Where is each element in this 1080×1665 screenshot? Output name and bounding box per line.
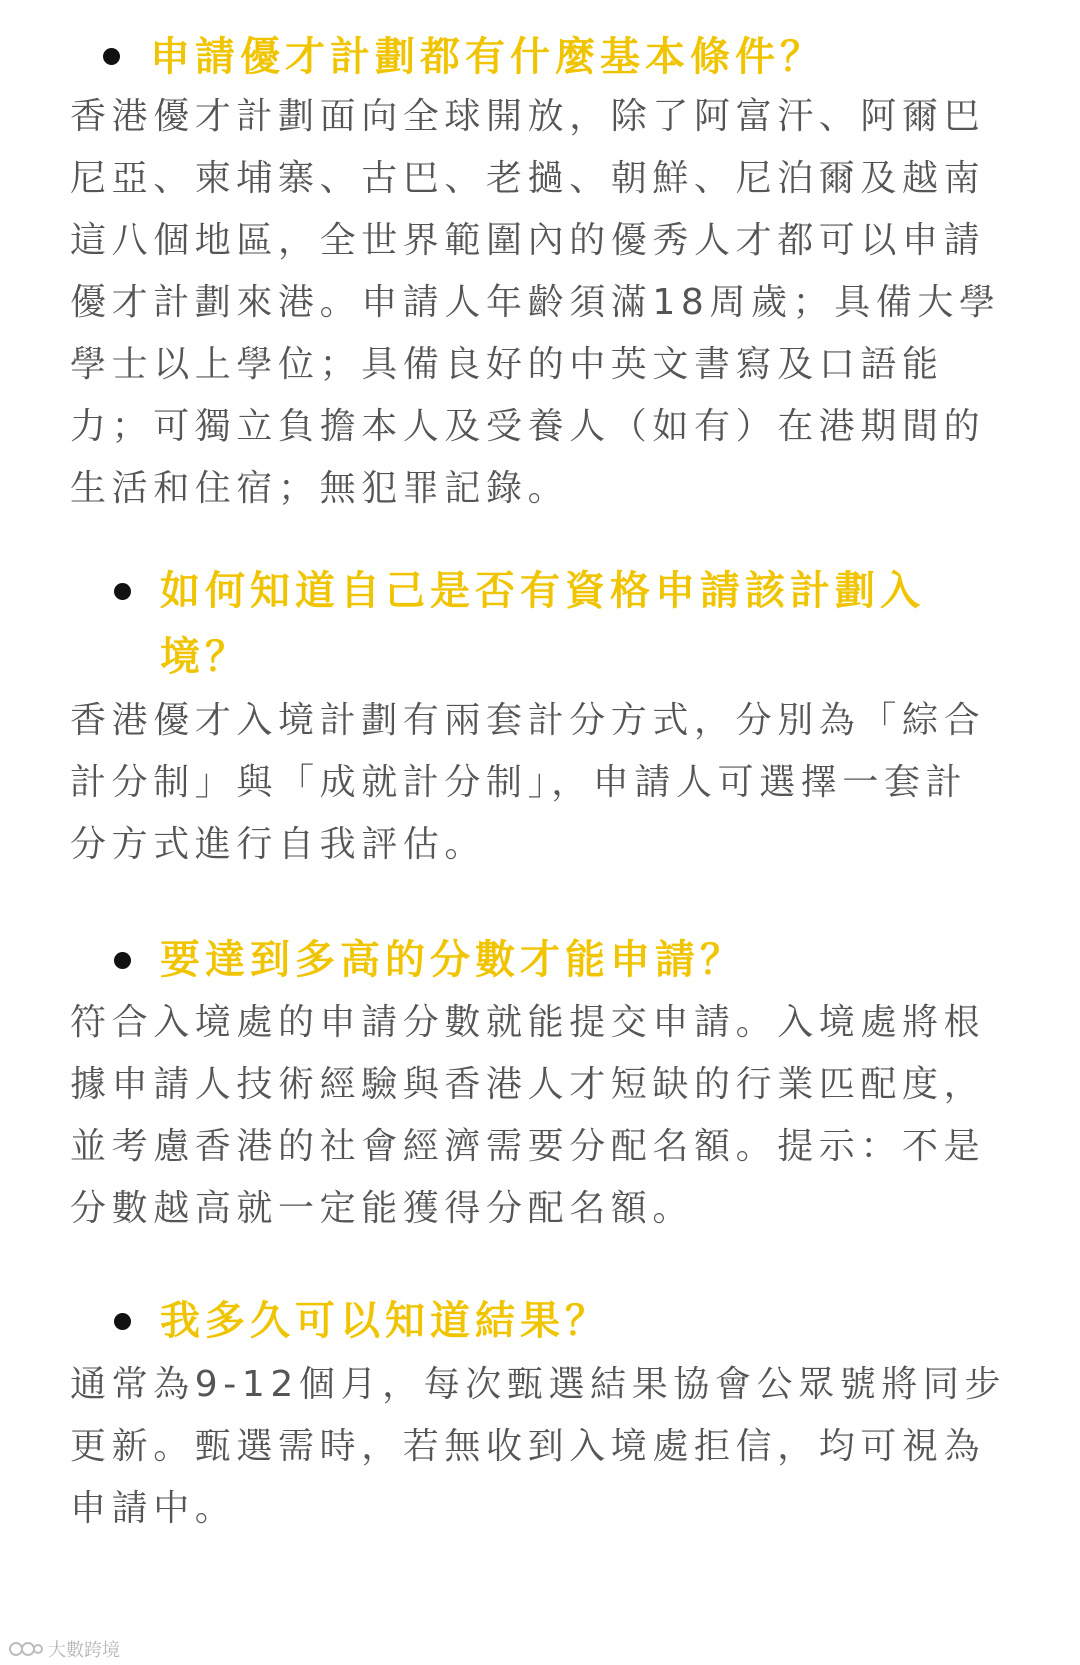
body-line: 力；可獨立負擔本人及受養人（如有）在港期間的	[70, 406, 986, 447]
bullet-icon	[114, 952, 131, 969]
double-loop-logo-icon	[8, 1640, 44, 1658]
body-line: 生活和住宿；無犯罪記錄。	[70, 468, 570, 509]
watermark-text: 大數跨境	[48, 1640, 120, 1661]
body-line: 分方式進行自我評估。	[70, 824, 487, 865]
section-heading-results	[160, 1288, 1030, 1354]
body-line: 符合入境處的申請分數就能提交申請。入境處將根	[70, 1002, 986, 1043]
body-line: 並考慮香港的社會經濟需要分配名額。提示：不是	[70, 1126, 986, 1167]
section-body-results	[70, 1354, 1030, 1540]
body-line: 尼亞、柬埔寨、古巴、老撾、朝鮮、尼泊爾及越南	[70, 158, 986, 199]
section-heading-text-line: 如何知道自己是否有資格申請該計劃入	[160, 568, 925, 614]
bullet-icon	[114, 1313, 131, 1330]
section-body-requirements	[70, 86, 1030, 520]
body-line: 學士以上學位；具備良好的中英文書寫及口語能	[70, 344, 944, 385]
body-line: 通常為9-12個月，每次甄選結果協會公眾號將同步	[70, 1364, 1007, 1405]
section-heading-requirements	[150, 24, 1030, 90]
body-line: 據申請人技術經驗與香港人才短缺的行業匹配度，	[70, 1064, 986, 1105]
section-heading-text: 我多久可以知道結果？	[160, 1298, 610, 1344]
section-heading-text: 申請優才計劃都有什麼基本條件？	[150, 34, 825, 80]
body-line: 分數越高就一定能獲得分配名額。	[70, 1188, 695, 1229]
section-body-eligibility	[70, 690, 1030, 876]
watermark	[8, 1636, 120, 1662]
body-line: 優才計劃來港。申請人年齡須滿18周歲；具備大學	[70, 282, 1001, 323]
section-heading-score	[160, 927, 1030, 993]
bullet-icon	[114, 583, 131, 600]
body-line: 申請中。	[70, 1488, 237, 1529]
section-heading-eligibility	[160, 558, 1030, 690]
section-heading-text-line: 境？	[160, 634, 250, 680]
body-line: 這八個地區，全世界範圍內的優秀人才都可以申請	[70, 220, 986, 261]
section-heading-text: 要達到多高的分數才能申請？	[160, 937, 745, 983]
body-line: 更新。甄選需時，若無收到入境處拒信，均可視為	[70, 1426, 986, 1467]
body-line: 計分制」與「成就計分制」，申請人可選擇一套計	[70, 762, 968, 803]
section-body-score	[70, 992, 1030, 1240]
body-line: 香港優才計劃面向全球開放，除了阿富汗、阿爾巴	[70, 96, 986, 137]
body-line: 香港優才入境計劃有兩套計分方式，分別為「綜合	[70, 700, 986, 741]
bullet-icon	[103, 48, 120, 65]
